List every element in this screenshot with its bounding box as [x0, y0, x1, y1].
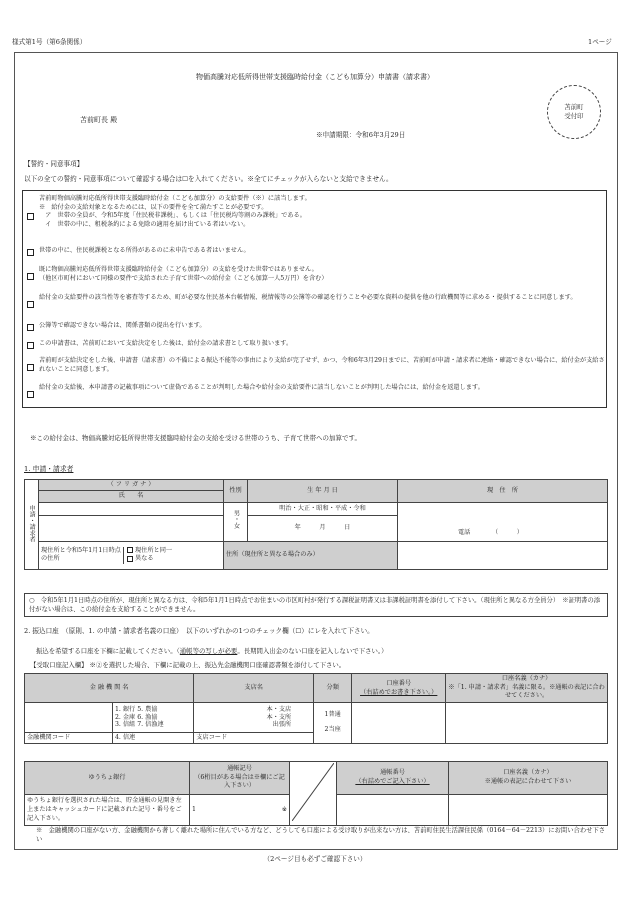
branch-type-line: 本・支店 [266, 705, 292, 713]
yucho-header: ゆうちょ銀行 [25, 762, 190, 795]
form-number: 様式第1号（第6条関係） [12, 38, 87, 46]
yucho-holder-input[interactable] [449, 795, 608, 826]
bank-type-line: 4. 信連 [113, 733, 194, 744]
bank-code-input[interactable]: 金融機関コード [25, 733, 113, 744]
pledge-text: 苫前町が支給決定をした後、申請書（請求書）の不備による振込不能等の事由により支給が完了せず、かつ、令和6年3月29日までに、苫前町が申請・請求者に連絡・確認できない場合に、給付金が支給されないことに同意します。 [39, 357, 605, 373]
holder-input[interactable] [446, 703, 608, 744]
branch-header: 支店名 [194, 674, 314, 703]
pledge-text: 給付金の支給後、本申請書の記載事項について虚偽であることが判明した場合や給付金の支給要件に該当しないことが判明した場合には、給付金を返還します。 [39, 384, 484, 391]
pledge-text: イ 世帯の中に、租税条約による免除の適用を届け出ている者はいない。 [39, 221, 250, 229]
name-header: 氏 名 [39, 491, 224, 502]
pledge-checkbox-6[interactable] [27, 342, 34, 349]
deadline: ※申請期限：令和6年3月29日 [316, 131, 406, 139]
transfer-note-u: 通帳等の写しが必要 [179, 647, 238, 655]
type-option: 2当座 [324, 726, 341, 734]
passbook-num-sub-text: （右詰めでご記入下さい） [355, 778, 430, 786]
furigana-header: （ フ リ ガ ナ ） [39, 480, 224, 491]
pledge-item-7 [27, 357, 605, 379]
addressee: 苫前町長 殿 [80, 116, 118, 124]
pledge-checkbox-1[interactable] [27, 213, 34, 220]
pledge-text: ア 世帯の全員が、令和5年度「住民税非課税」、もしくは「住民税均等割のみ課税」である。 [39, 212, 306, 220]
pledge-text: 苫前町物価高騰対応低所得世帯支援臨時給付金（こども加算分）の支給要件（※）に該当します。 [39, 195, 311, 202]
diagonal-cell [290, 762, 337, 826]
passbook-header [190, 762, 290, 795]
era-select[interactable]: 明治・大正・昭和・平成・令和 [248, 502, 398, 515]
yucho-holder-sub-text: ※通帳の表記に合わせて下さい [484, 778, 572, 786]
yucho-holder-header [449, 762, 608, 795]
phone-label: 電話 （ ） [458, 529, 523, 537]
opt-diff-label: 異なる [135, 555, 154, 563]
pledge-checkbox-8[interactable] [27, 391, 34, 398]
address-note: ○ 令和5年1月1日時点の住所が、現住所と異なる方は、令和5年1月1日時点でお住まいの市区町村が発行する課税証明書又は非課税証明書を添付して下さい。（現住所と異なる方全員分） ※証明書の添付がない場合は、この給付金を支給することができません。 [29, 597, 601, 614]
current-address-text: 現住所と令和5年1月1日時点の住所 [41, 546, 121, 563]
type-option: 1普通 [324, 711, 341, 719]
pledge-checkbox-7[interactable] [27, 364, 34, 371]
furigana-input[interactable] [39, 502, 224, 515]
pledge-item-6 [27, 340, 605, 352]
opt-diff[interactable] [127, 555, 172, 564]
bank-type-line: 1. 銀行 5. 農協 [115, 705, 158, 713]
account-number-header [352, 674, 446, 703]
pledge-text: この申請書は、苫前町において支給決定をした後は、給付金の請求書として取り扱います。 [39, 340, 293, 347]
acct-head-text: 口座番号 [386, 679, 412, 687]
pledge-checkbox-4[interactable] [27, 301, 34, 308]
stamp-line1: 苫前町 [564, 103, 584, 111]
children-note: ※この給付金は、物価高騰対応低所得世帯支援臨時給付金の支給を受ける世帯のうち、子育て世帯への加算です。 [30, 434, 361, 442]
form-title: 物価高騰対応低所得世帯支援臨時給付金（こども加算分）申請書（請求書） [196, 73, 434, 81]
gender-values: 男・女 [232, 510, 240, 530]
reception-stamp [547, 85, 601, 139]
holder-note-text: ※「1. 申請・請求者」名義に限る。※通帳の表記に合わせてください。 [448, 683, 605, 700]
bank-table [24, 673, 608, 744]
passbook-note-text: （6桁目がある場合は※欄にご記入下さい） [194, 773, 285, 790]
branch-code-input[interactable]: 支店コード [194, 733, 314, 744]
pledge-text: ※ 給付金の支給対象となるためには、以下の要件を全て満たすことが必要です。 [39, 203, 268, 211]
checkbox-icon[interactable] [127, 547, 133, 553]
bank-name-input[interactable] [25, 703, 113, 733]
dob-input[interactable]: 年 月 日 [248, 515, 398, 541]
passbook-head-text: 通帳記号 [227, 765, 252, 773]
transfer-note [36, 647, 388, 656]
pledge-item-1 [27, 195, 605, 239]
bank-type-line: 2. 金庫 6. 漁協 [115, 713, 158, 721]
dob-header: 生 年 月 日 [248, 480, 398, 503]
address-note-box [24, 593, 608, 617]
stamp-line2: 受付印 [564, 111, 584, 120]
transfer-note-b: 。長期間入出金のない口座を記入しないで下さい。） [237, 647, 388, 655]
pledge-checkbox-5[interactable] [27, 324, 34, 331]
applicant-side-label [25, 480, 39, 570]
pledge-item-4 [27, 294, 605, 316]
star-mark: ※ [281, 806, 287, 814]
account-type-select[interactable] [314, 703, 352, 744]
yucho-table [24, 761, 608, 826]
address-header: 現 住 所 [398, 480, 608, 503]
holder-head-text: 口座名義（カナ） [501, 675, 552, 682]
passbook-symbol-input[interactable] [190, 795, 290, 826]
diff-address-input[interactable] [398, 541, 608, 569]
acct-sub-text: （右詰めでお書き下さい。） [360, 689, 438, 696]
branch-type-line: 本・支所 [266, 713, 292, 721]
opt-same[interactable] [127, 547, 172, 556]
account-subheading: 【受取口座記入欄】 ※②を選択した場合、下欄に記載の上、振込先金融機関口座確認書類を添付して下さい。 [30, 661, 346, 669]
section1-heading: 1. 申請・請求者 [24, 465, 74, 473]
branch-name-input[interactable] [194, 703, 314, 733]
opt-same-label: 現住所と同一 [135, 546, 173, 554]
yucho-holder-head-text: 口座名義（カナ） [503, 769, 553, 777]
passbook-number-header [337, 762, 449, 795]
pledge-checkbox-2[interactable] [27, 249, 34, 256]
gender-select[interactable] [224, 502, 248, 541]
section2-heading: 2. 振込口座 （原則、1. の申請・請求者名義の口座） 以下のいずれかの1つのチェック欄（☐）にレを入れて下さい。 [24, 627, 374, 635]
no-account-note: ※ 金融機関の口座がない方、金融機関から著しく離れた場所に住んでいる方など、どうしても口座による受け取りが出来ない方は、苫前町住民生活課住民係（0164－64－2213）にお問い合わせ下さい [36, 827, 606, 844]
branch-type-line: 出張所 [272, 721, 292, 729]
pledge-text: 世帯の中に、住民税課税となる所得があるのに未申告である者はいません。 [39, 247, 250, 254]
gender-header: 性別 [224, 480, 248, 503]
pledge-item-8 [27, 384, 605, 406]
checkbox-icon[interactable] [127, 556, 133, 562]
name-input[interactable] [39, 515, 224, 541]
bank-type-options[interactable] [113, 703, 194, 733]
diagonal-line [292, 763, 334, 821]
pledge-text: 既に物価高騰対応低所得世帯支援臨時給付金（こども加算分）の支給を受けた世帯ではありません。 [39, 266, 318, 273]
passbook-number-input[interactable] [337, 795, 449, 826]
holder-header [446, 674, 608, 703]
pledge-text: 公簿等で確認できない場合は、関係書類の提出を行います。 [39, 322, 206, 329]
pledge-item-2 [27, 247, 605, 259]
page-number: 1ページ [588, 38, 612, 46]
transfer-note-a: 振込を希望する口座を下欄に記載してください。（ [36, 647, 180, 655]
pledge-checkbox-3[interactable] [27, 273, 34, 280]
pledge-box [22, 190, 607, 408]
bank-header: 金 融 機 関 名 [25, 674, 194, 703]
pledge-intro: 以下の全ての誓約・同意事項について確認する場合は☐を入れてください。※全てにチェックが入らないと支給できません。 [24, 175, 393, 183]
account-number-input[interactable] [352, 703, 446, 744]
pledge-heading: 【誓約・同意事項】 [24, 160, 84, 168]
passbook-num-head-text: 通帳番号 [380, 769, 405, 777]
side-label-text: 申請・請求者 [28, 504, 36, 542]
type-header: 分類 [314, 674, 352, 703]
diff-address-label: 住所（現住所と異なる場合のみ） [224, 541, 398, 569]
pledge-text: 給付金の支給要件の該当性等を審査等するため、町が必要な住民基本台帳情報、税情報等の公簿等の確認を行うことや必要な資料の提供を他の行政機関等に求める・提供することに同意します。 [39, 294, 577, 301]
digit-one: 1 [192, 806, 196, 814]
bank-type-line: 3. 信組 7. 信漁連 [115, 721, 164, 729]
page-footer-note: （2ページ目も必ずご確認下さい） [263, 855, 367, 863]
pledge-item-5 [27, 322, 605, 334]
pledge-item-3 [27, 266, 605, 288]
current-address-label [39, 541, 224, 569]
pledge-text: （他区市町村において同様の要件で支給された子育て世帯への給付金（こども加算一人5万円）を含む） [39, 274, 328, 282]
applicant-table [24, 479, 608, 570]
address-input[interactable] [398, 502, 608, 541]
yucho-description: ゆうちょ銀行を選択された場合は、貯金通帳の見開き左上またはキャッシュカードに記載された記号・番号をご記入下さい。 [25, 795, 190, 826]
